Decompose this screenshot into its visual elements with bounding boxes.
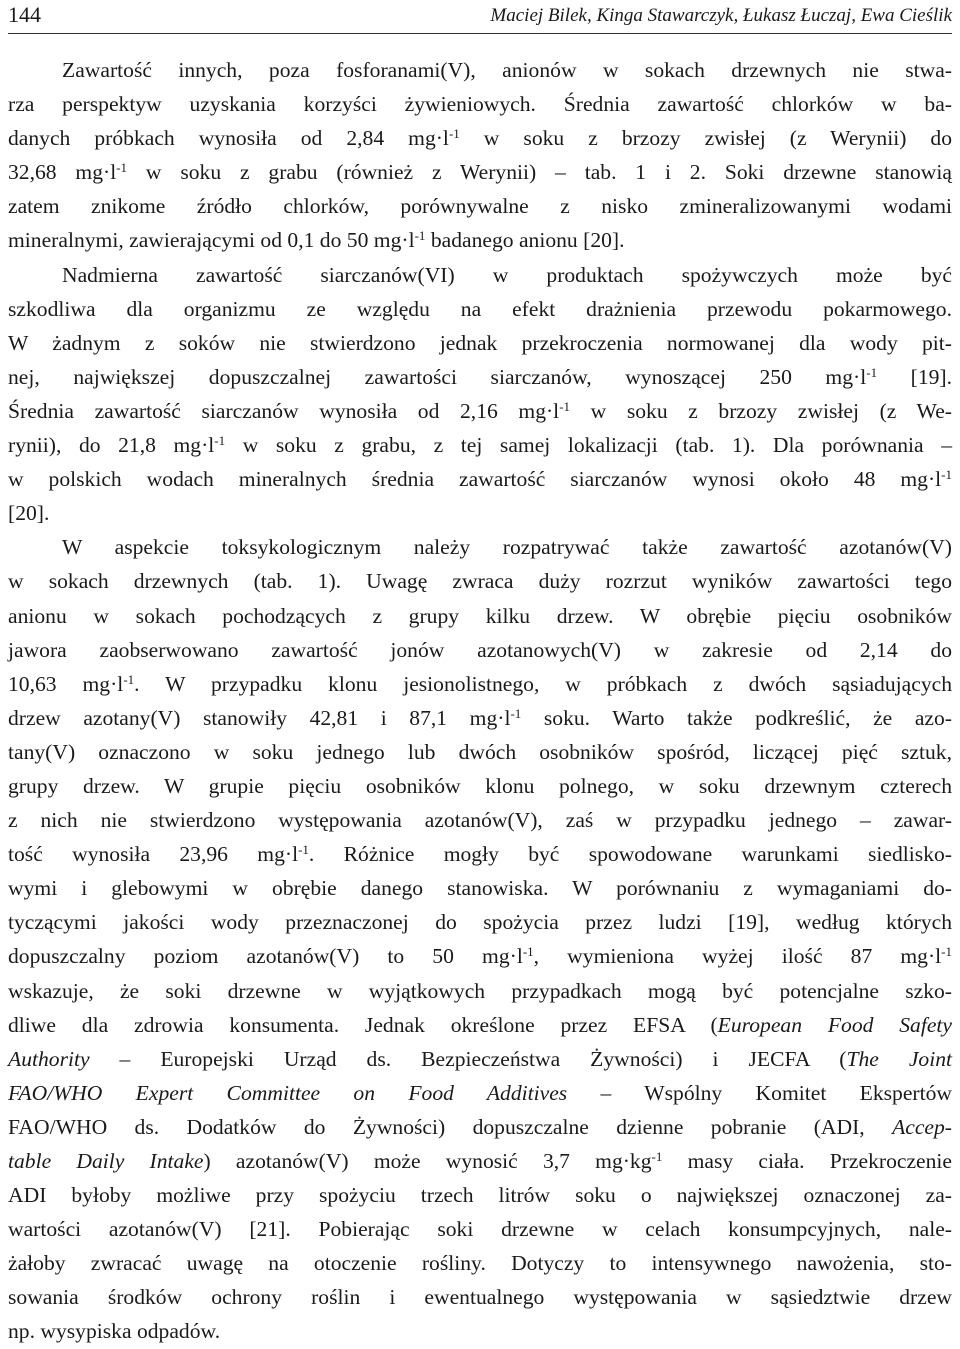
text-line: w sokach drzewnych (tab. 1). Uwagę zwraca duży rozrzut wyników zawartości tego	[8, 569, 952, 594]
text-line: 32,68 $mg\cdot l^{-1}$ w soku z grabu (również z Werynii) – tab. 1 i 2. Soki drzewne stanowią	[8, 160, 952, 185]
text-line: wymi i glebowymi w obrębie danego stanowiska. W porównaniu z wymaganiami do-	[8, 876, 952, 901]
text-line: Średnia zawartość siarczanów wynosiła od 2,16 $mg\cdot l^{-1}$ w soku z brzozy zwisłej (z We-	[8, 398, 952, 423]
running-authors: Maciej Bilek, Kinga Stawarczyk, Łukasz Łuczaj, Ewa Cieślik	[490, 5, 952, 26]
text-line: np. wysypiska odpadów.	[8, 1319, 221, 1344]
text-line: FAO/WHO ds. Dodatków do Żywności) dopuszczalne dzienne pobranie (ADI, Accep-	[8, 1114, 952, 1139]
text-line: dliwe dla zdrowia konsumenta. Jednak określone przez EFSA (European Food Safety	[8, 1012, 952, 1037]
text-line: nej, największej dopuszczalnej zawartości siarczanów, wynoszącej 250 $mg\cdot l^{-1}$ [19].	[8, 364, 953, 389]
text-line: ADI byłoby możliwe przy spożyciu trzech litrów soku o największej oznaczonej za-	[8, 1183, 952, 1208]
text-line: Authority – Europejski Urząd ds. Bezpieczeństwa Żywności) i JECFA (The Joint	[8, 1046, 952, 1071]
text-line: grupy drzew. W grupie pięciu osobników klonu polnego, w soku drzewnym czterech	[8, 773, 952, 798]
text-line: z nich nie stwierdzono występowania azotanów(V), zaś w przypadku jednego – zawar-	[8, 808, 952, 833]
text-line: tyczącymi jakości wody przeznaczonej do spożycia przez ludzi [19], według których	[8, 910, 952, 935]
text-line: szkodliwa dla organizmu ze względu na efekt drażnienia przewodu pokarmowego.	[8, 296, 952, 321]
text-line: tany(V) oznaczono w soku jednego lub dwóch osobników spośród, liczącej pięć sztuk,	[8, 739, 952, 764]
paragraph-nitrates	[8, 530, 952, 1348]
text-line: wskazuje, że soki drzewne w wyjątkowych przypadkach mogą być potencjalne szko-	[8, 978, 952, 1003]
paragraph-chlorides	[8, 53, 952, 258]
text-line: Nadmierna zawartość siarczanów(VI) w produktach spożywczych może być	[62, 262, 952, 287]
text-line: danych próbkach wynosiła od 2,84 $mg\cdot l^{-1}$ w soku z brzozy zwisłej (z Werynii) do	[8, 126, 952, 151]
text-line: FAO/WHO Expert Committee on Food Additives – Wspólny Komitet Ekspertów	[8, 1080, 952, 1105]
text-line: rynii), do 21,8 $mg\cdot l^{-1}$ w soku z grabu, z tej samej lokalizacji (tab. 1). Dla porównania –	[8, 432, 952, 458]
text-line: W aspekcie toksykologicznym należy rozpatrywać także zawartość azotanów(V)	[62, 535, 952, 560]
text-line: w polskich wodach mineralnych średnia zawartość siarczanów wynosi około 48 $mg\cdot l^{-1}$	[8, 466, 952, 492]
text-line: table Daily Intake) azotanów(V) może wynosić 3,7 $mg\cdot kg^{-1}$ masy ciała. Przekroczenie	[8, 1148, 952, 1173]
header-rule	[8, 33, 952, 34]
text-line: drzew azotany(V) stanowiły 42,81 i 87,1 $mg\cdot l^{-1}$ soku. Warto także podkreślić, że azo-	[8, 705, 952, 730]
paragraph-sulfates	[8, 258, 952, 531]
text-line: wartości azotanów(V) [21]. Pobierając soki drzewne w celach konsumpcyjnych, nale-	[8, 1217, 952, 1242]
text-line: tość wynosiła 23,96 $mg\cdot l^{-1}$. Różnice mogły być spowodowane warunkami siedlisko-	[8, 842, 952, 867]
article-body	[8, 53, 952, 1349]
page-header	[0, 0, 960, 34]
text-line: dopuszczalny poziom azotanów(V) to 50 $mg\cdot l^{-1}$, wymieniona wyżej ilość 87 $mg\cdot l^{-1}$	[8, 944, 952, 969]
text-line: [20].	[8, 501, 50, 526]
text-line: mineralnymi, zawierającymi od 0,1 do 50 $mg\cdot l^{-1}$ badanego anionu [20].	[8, 228, 625, 253]
text-line: jawora zaobserwowano zawartość jonów azotanowych(V) w zakresie od 2,14 do	[8, 637, 952, 662]
text-line: W żadnym z soków nie stwierdzono jednak przekroczenia normowanej dla wody pit-	[8, 330, 952, 355]
text-line: Zawartość innych, poza fosforanami(V), anionów w sokach drzewnych nie stwa-	[62, 58, 952, 82]
text-line: anionu w sokach pochodzących z grupy kilku drzew. W obrębie pięciu osobników	[8, 603, 952, 628]
text-line: żałoby zwracać uwagę na otoczenie rośliny. Dotyczy to intensywnego nawożenia, sto-	[8, 1251, 952, 1276]
text-line: rza perspektyw uzyskania korzyści żywieniowych. Średnia zawartość chlorków w ba-	[8, 92, 952, 117]
text-line: sowania środków ochrony roślin i ewentualnego występowania w sąsiedztwie drzew	[8, 1285, 952, 1310]
text-line: zatem znikome źródło chlorków, porównywalne z nisko zmineralizowanymi wodami	[8, 194, 952, 219]
page-number: 144	[8, 2, 41, 27]
text-line: 10,63 $mg\cdot l^{-1}$. W przypadku klonu jesionolistnego, w próbkach z dwóch sąsiadujących	[8, 671, 952, 696]
